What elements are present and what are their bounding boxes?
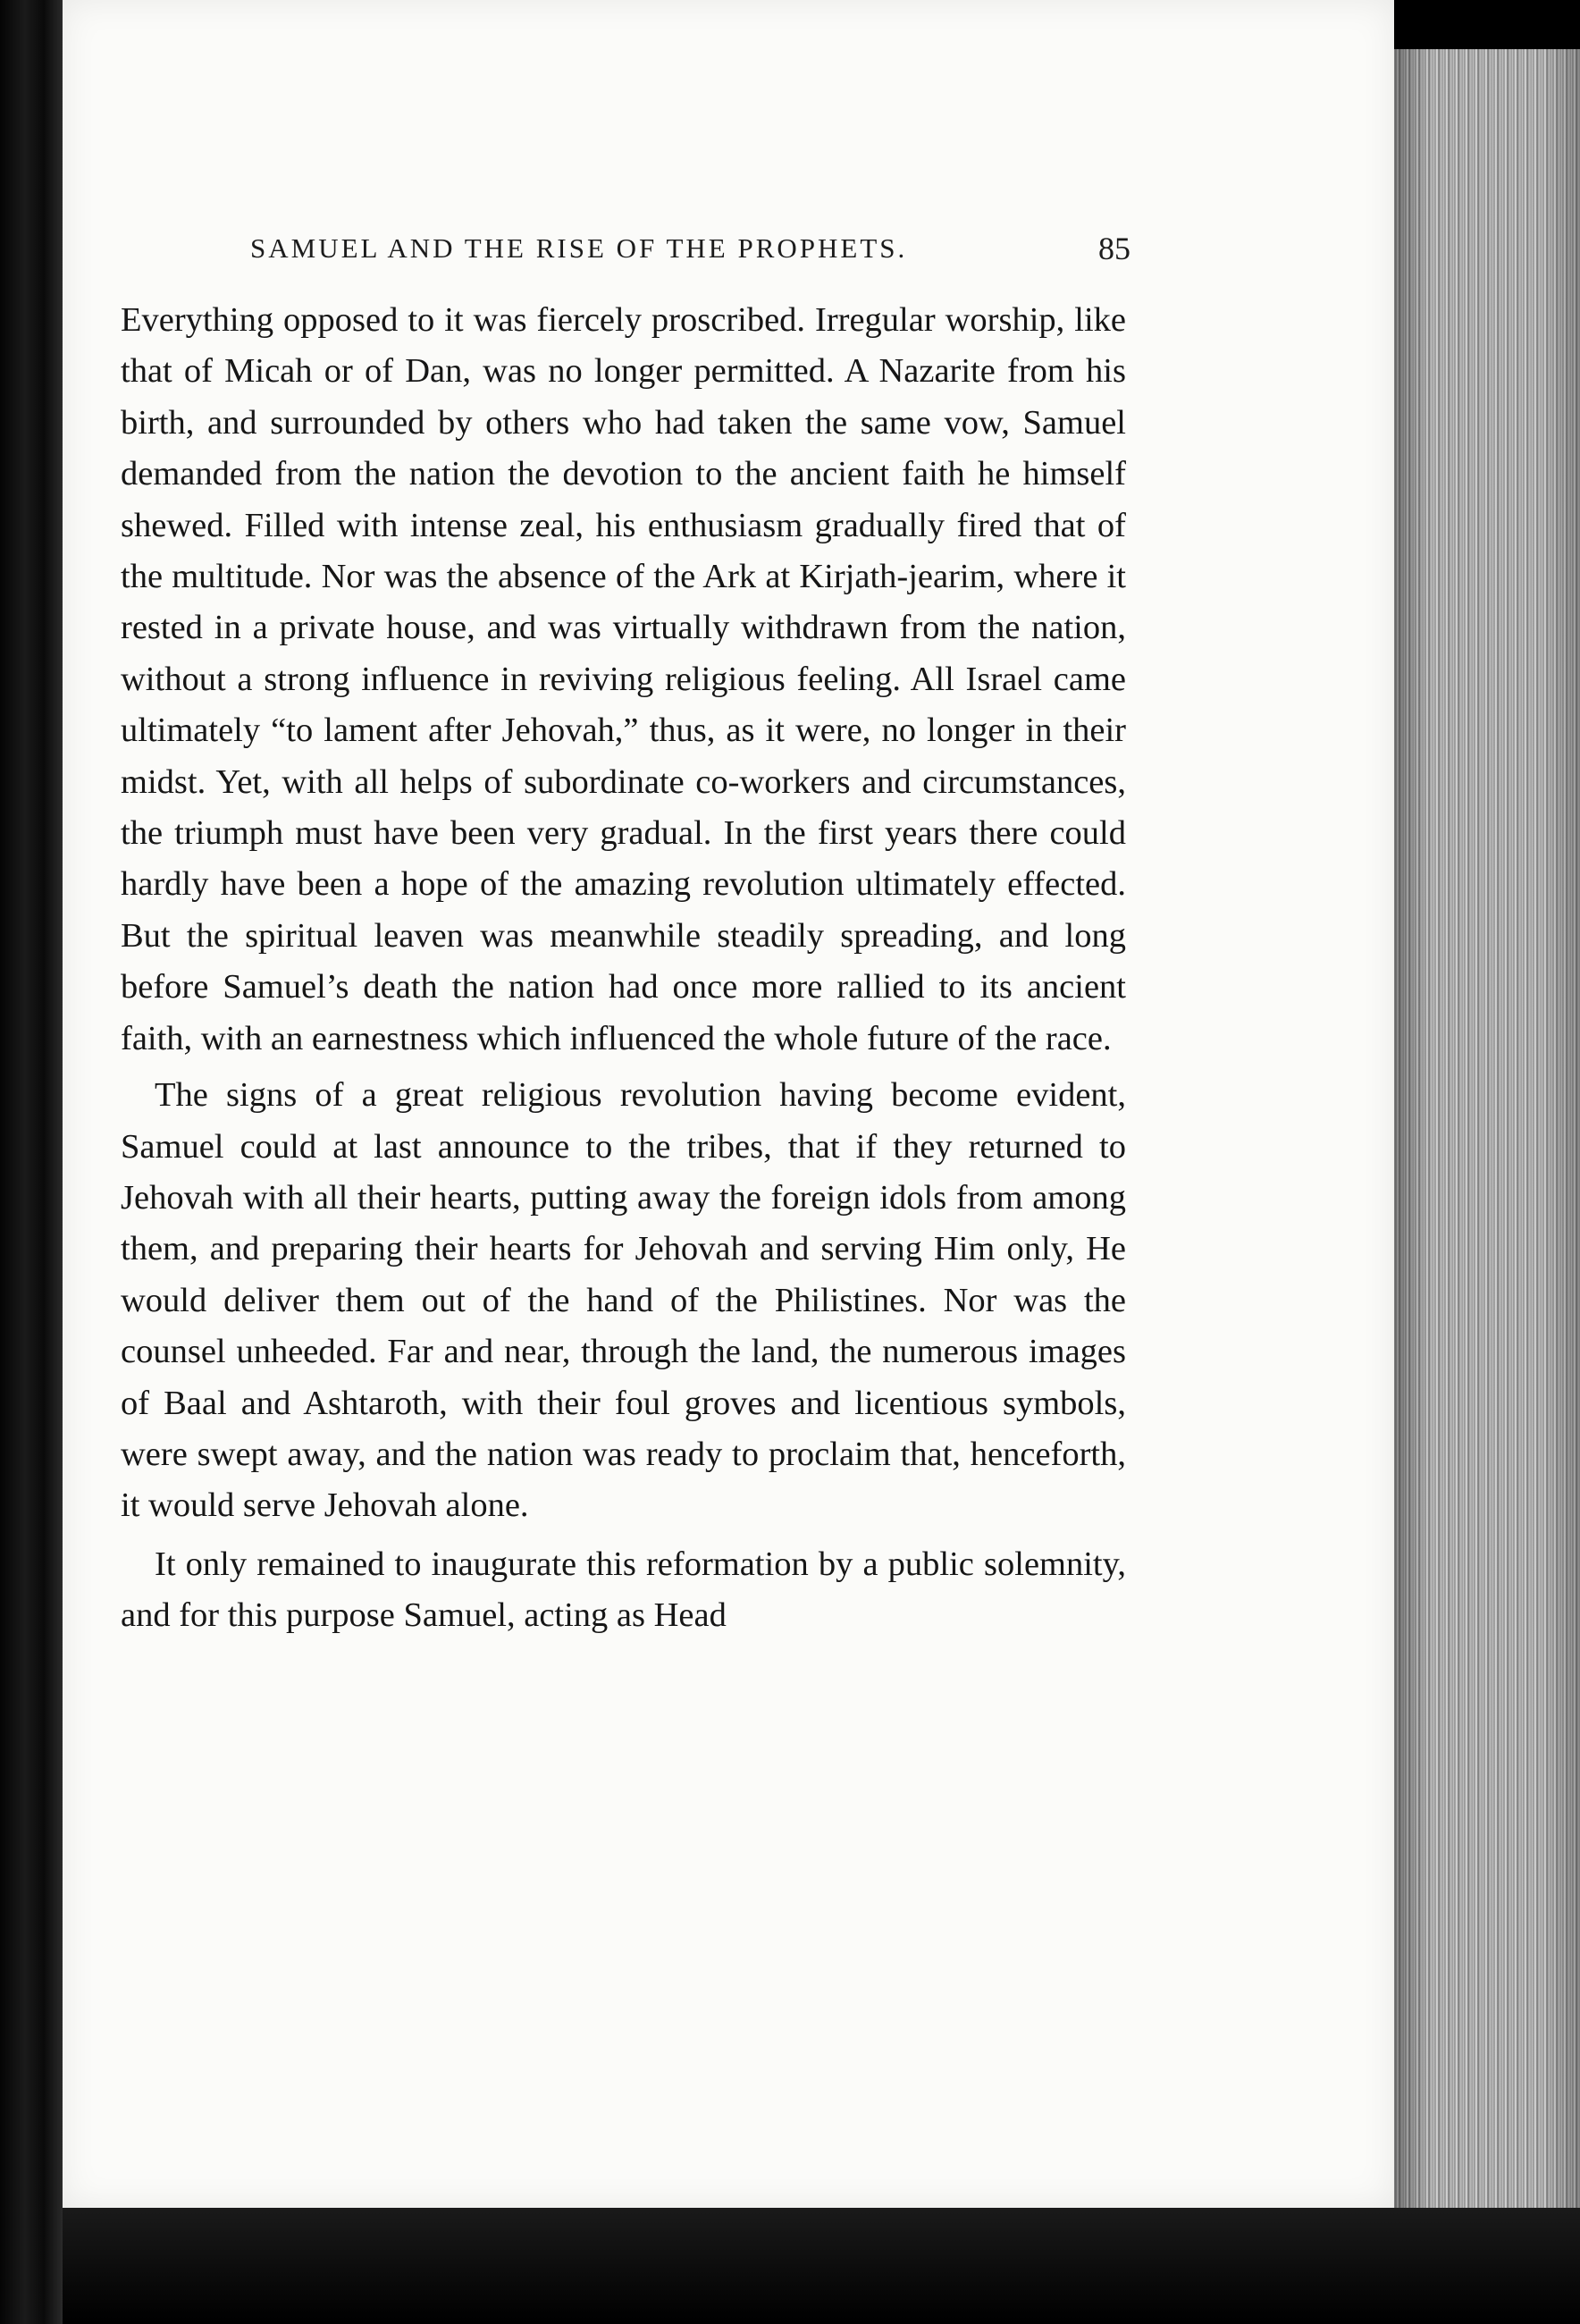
running-head: SAMUEL AND THE RISE OF THE PROPHETS. [250,232,908,264]
paragraph-1: Everything opposed to it was fiercely proscribed. Irregular worship, like that of Micah or of Dan, was no longer permitted. A Nazarite from his birth, and surrounded by others who had taken the same vow, Samuel demanded from the nation the devotion to the ancient faith he himself shewed. Filled with intense zeal, his enthusiasm gradually fired that of the multitude. Nor was the absence of the Ark at Kirjath-jearim, where it rested in a private house, and was virtually withdrawn from the nation, without a strong influence in reviving religious feeling. All Israel came ultimately “to lament after Jehovah,” thus, as it were, no longer in their midst. Yet, with all helps of subordinate co-workers and circumstances, the triumph must have been very gradual. In the first years there could hardly have been a hope of the amazing revolution ultimately effected. But the spiritual leaven was meanwhile steadily spreading, and long before Samuel’s death the nation had once more rallied to its ancient faith, with an earnestness which influenced the whole future of the race. [121,301,1126,1057]
page-number: 85 [1098,231,1130,266]
paragraph-3: It only remained to inaugurate this reformation by a public solemnity, and for this purpose Samuel, acting as Head [121,1545,1126,1635]
bottom-shadow [63,2208,1580,2324]
paragraph-2: The signs of a great religious revolution having become evident, Samuel could at last announce to the tribes, that if they returned to Jehovah with all their hearts, putting away the foreign idols from among them, and preparing their hearts for Jehovah and serving Him only, He would deliver them out of the hand of the Philistines. Nor was the counsel unheeded. Far and near, through the land, the numerous images of Baal and Ashtaroth, with their foul groves and licentious symbols, were swept away, and the nation was ready to proclaim that, henceforth, it would serve Jehovah alone. [121,1076,1126,1525]
body-text [121,295,1126,1642]
book-gutter-edge [0,0,63,2324]
page-stack-shadow [1394,49,1580,2230]
